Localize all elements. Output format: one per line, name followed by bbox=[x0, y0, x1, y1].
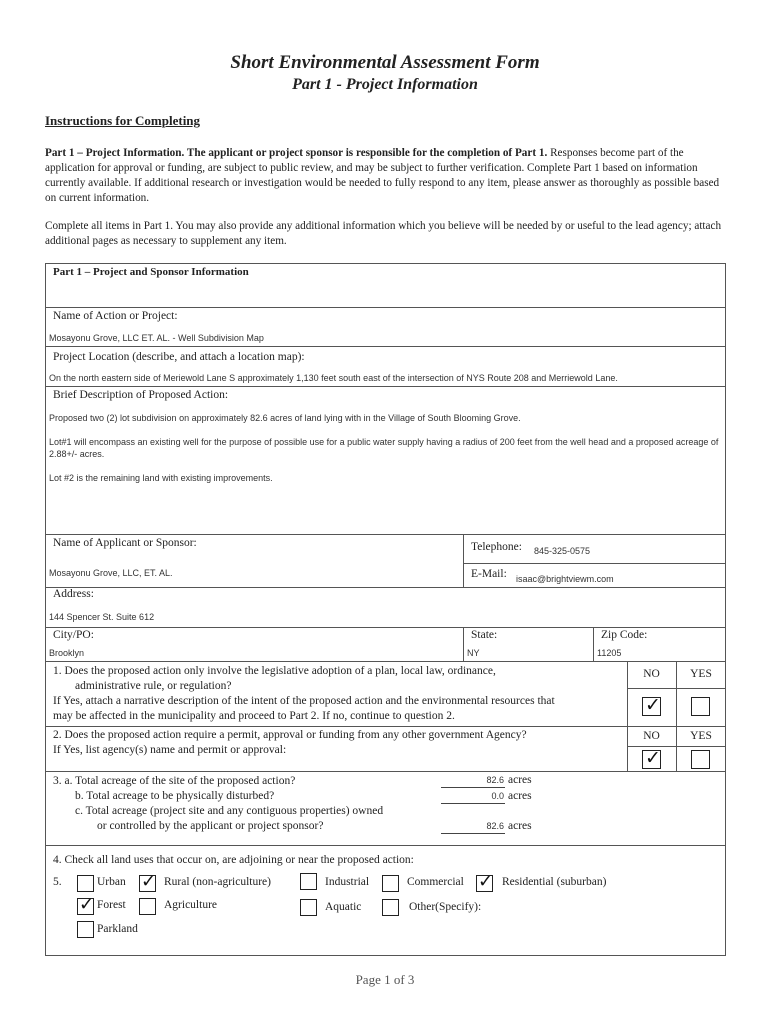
address-value[interactable]: 144 Spencer St. Suite 612 bbox=[49, 612, 155, 622]
q3b-value: 0.0 bbox=[491, 791, 504, 801]
description-text-1[interactable]: Proposed two (2) lot subdivision on approximately 82.6 acres of land lying with in the Village of South Blooming Grove. bbox=[49, 413, 521, 423]
question-2-line-1: 2. Does the proposed action require a permit, approval or funding from any other government Agency? bbox=[53, 729, 527, 741]
location-value[interactable]: On the north eastern side of Meriewold Lane S approximately 1,130 feet south east of the intersection of NYS Route 208 and Merriewold Lane. bbox=[49, 373, 618, 383]
industrial-checkbox[interactable] bbox=[300, 873, 317, 890]
email-value[interactable]: isaac@brightviewm.com bbox=[516, 574, 614, 584]
telephone-value[interactable]: 845-325-0575 bbox=[534, 546, 591, 556]
industrial-label: Industrial bbox=[325, 876, 370, 888]
other-label: Other(Specify): bbox=[409, 901, 482, 913]
section-title: Part 1 – Project and Sponsor Information bbox=[53, 266, 249, 278]
instructions-paragraph-1 bbox=[45, 146, 725, 206]
applicant-label: Name of Applicant or Sponsor: bbox=[53, 537, 197, 549]
description-label: Brief Description of Proposed Action: bbox=[53, 389, 229, 401]
urban-checkbox[interactable] bbox=[77, 875, 94, 892]
question-3a: 3. a. Total acreage of the site of the proposed action? bbox=[53, 775, 296, 787]
other-checkbox[interactable] bbox=[382, 899, 399, 916]
question-1-line-1: 1. Does the proposed action only involve the legislative adoption of a plan, local law, ordinance, bbox=[53, 665, 496, 677]
instructions-paragraph-1-lead: Part 1 – Project Information. The applicant or project sponsor is responsible for the completion of Part 1. bbox=[45, 147, 548, 159]
residential-label: Residential (suburban) bbox=[502, 876, 607, 888]
q3a-value: 82.6 bbox=[486, 775, 504, 785]
q1-no-label: NO bbox=[643, 668, 660, 680]
question-5-number: 5. bbox=[53, 876, 62, 888]
forest-checkbox[interactable] bbox=[77, 898, 94, 915]
question-3c-line-1: c. Total acreage (project site and any contiguous properties) owned bbox=[75, 805, 384, 817]
q2-yes-checkbox[interactable] bbox=[691, 750, 710, 769]
aquatic-checkbox[interactable] bbox=[300, 899, 317, 916]
q3c-units: acres bbox=[508, 820, 532, 832]
question-3 bbox=[53, 774, 383, 834]
action-value[interactable]: Mosayonu Grove, LLC ET. AL. - Well Subdivision Map bbox=[49, 333, 264, 343]
description-text-3[interactable]: Lot #2 is the remaining land with existing improvements. bbox=[49, 473, 273, 483]
parkland-checkbox[interactable] bbox=[77, 921, 94, 938]
question-1-line-3: If Yes, attach a narrative description of the intent of the proposed action and the environmental resources that bbox=[53, 695, 555, 707]
page-number: Page 1 of 3 bbox=[355, 972, 415, 987]
state-label: State: bbox=[471, 629, 498, 641]
zip-label: Zip Code: bbox=[601, 629, 648, 641]
question-4: 4. Check all land uses that occur on, are adjoining or near the proposed action: bbox=[53, 854, 414, 866]
q2-yes-label: YES bbox=[690, 730, 712, 742]
email-label: E-Mail: bbox=[471, 568, 507, 580]
q3b-field[interactable] bbox=[441, 791, 505, 804]
q1-yes-label: YES bbox=[690, 668, 712, 680]
question-2 bbox=[53, 728, 623, 758]
question-2-line-2: If Yes, list agency(s) name and permit or approval: bbox=[53, 744, 287, 756]
applicant-value[interactable]: Mosayonu Grove, LLC, ET. AL. bbox=[49, 568, 173, 578]
action-label: Name of Action or Project: bbox=[53, 310, 178, 322]
question-1-line-2: administrative rule, or regulation? bbox=[75, 680, 232, 692]
question-1-line-4: may be affected in the municipality and proceed to Part 2. If no, continue to question 2. bbox=[53, 710, 455, 722]
city-value[interactable]: Brooklyn bbox=[49, 648, 85, 658]
commercial-label: Commercial bbox=[407, 876, 464, 888]
parkland-label: Parkland bbox=[97, 923, 138, 935]
q3b-units: acres bbox=[508, 790, 532, 802]
q2-no-label: NO bbox=[643, 730, 660, 742]
zip-value[interactable]: 11205 bbox=[597, 648, 622, 658]
location-label: Project Location (describe, and attach a location map): bbox=[53, 351, 305, 363]
forest-label: Forest bbox=[97, 899, 126, 911]
form-subtitle: Part 1 - Project Information bbox=[292, 76, 478, 93]
q3a-units: acres bbox=[508, 774, 532, 786]
question-3b: b. Total acreage to be physically disturbed? bbox=[75, 790, 275, 802]
rural-checkbox[interactable] bbox=[139, 875, 156, 892]
urban-label: Urban bbox=[97, 876, 126, 888]
q3a-field[interactable] bbox=[441, 775, 505, 788]
form-title: Short Environmental Assessment Form bbox=[230, 52, 540, 73]
address-label: Address: bbox=[53, 588, 94, 600]
instructions-heading: Instructions for Completing bbox=[45, 113, 201, 128]
commercial-checkbox[interactable] bbox=[382, 875, 399, 892]
agriculture-label: Agriculture bbox=[164, 899, 218, 911]
telephone-label: Telephone: bbox=[471, 541, 522, 553]
description-text-2[interactable]: Lot#1 will encompass an existing well for the purpose of possible use for a public water supply having a radius of 200 feet from the well head and a proposed acreage of 2.88+/- acres. bbox=[49, 437, 719, 459]
aquatic-label: Aquatic bbox=[325, 901, 362, 913]
q3c-value: 82.6 bbox=[486, 821, 504, 831]
state-value[interactable]: NY bbox=[467, 648, 480, 658]
q2-no-checkbox[interactable] bbox=[642, 750, 661, 769]
q1-no-checkbox[interactable] bbox=[642, 697, 661, 716]
q3c-field[interactable] bbox=[441, 821, 505, 834]
form-frame bbox=[45, 263, 726, 956]
instructions-paragraph-1-body: Responses become part of the application for approval or funding, are subject to public review, and may be subject to further verification. Complete Part 1 based on information currently available. If additional research or investigation would be needed to fully respond to any item, please answer as thoroughly as possible based on current information. bbox=[45, 147, 720, 204]
instructions-paragraph-2: Complete all items in Part 1. You may also provide any additional information which you believe will be needed by or useful to the lead agency; attach additional pages as necessary to supplement any item. bbox=[45, 220, 722, 247]
question-1 bbox=[53, 664, 623, 724]
question-3c-line-2: or controlled by the applicant or project sponsor? bbox=[97, 820, 324, 832]
city-label: City/PO: bbox=[53, 629, 94, 641]
residential-checkbox[interactable] bbox=[476, 875, 493, 892]
rural-label: Rural (non-agriculture) bbox=[164, 876, 271, 888]
q1-yes-checkbox[interactable] bbox=[691, 697, 710, 716]
agriculture-checkbox[interactable] bbox=[139, 898, 156, 915]
